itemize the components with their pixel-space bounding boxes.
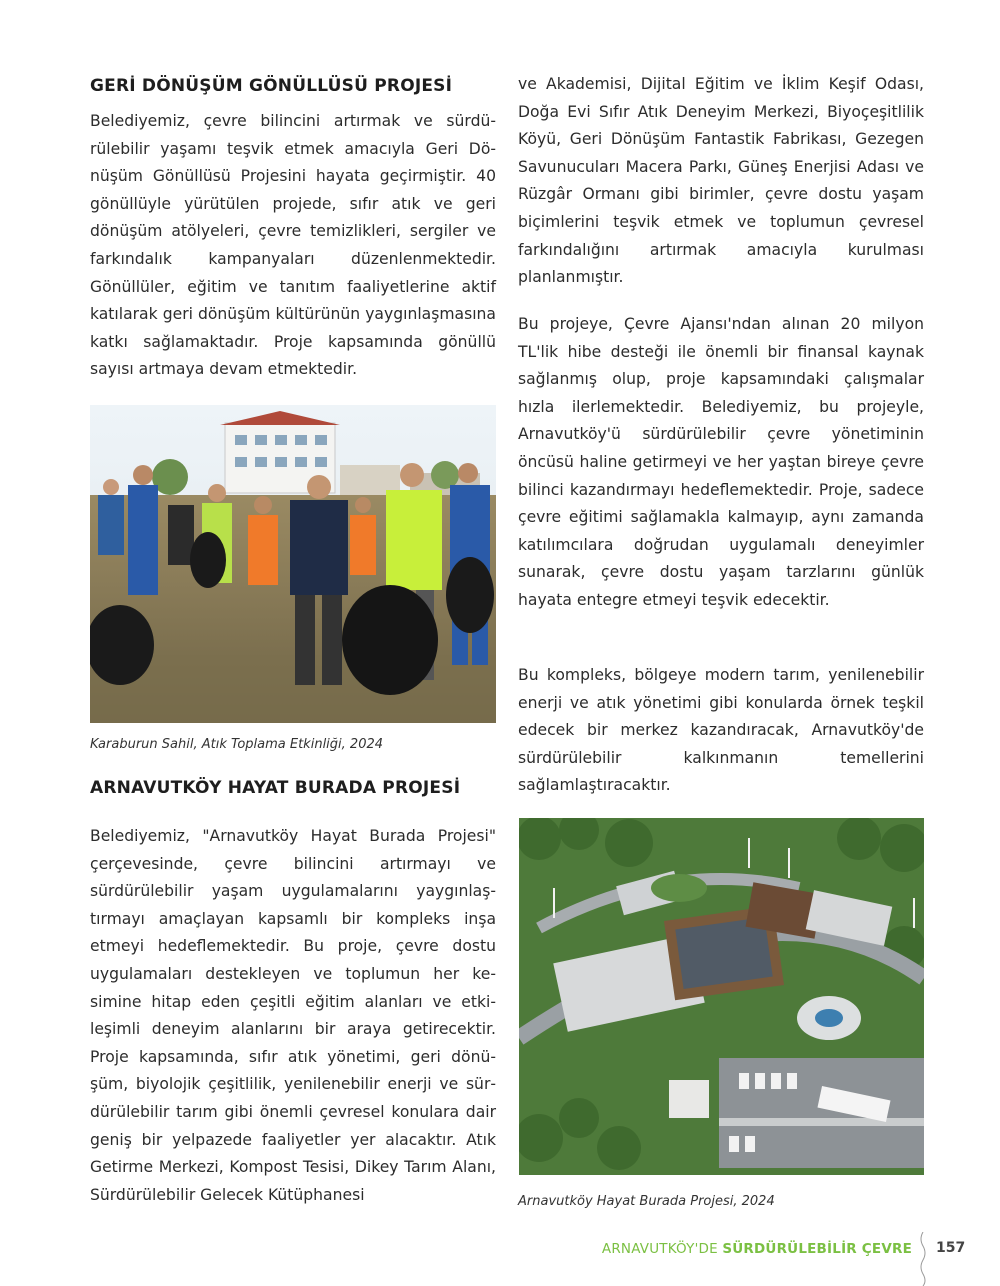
paragraph-grant-funding: Bu projeye, Çevre Ajansı'ndan alınan 20 milyon TL'lik hibe desteği ile önemli bir finansal kaynak sağlanmış olup, proje kapsamındaki çalışmalar hızla ilerlemektedir. Belediyemiz, bu projeyle, Arnavutköy'ü sürdürülebilir çevre yönetiminin öncüsü haline getirmeyi ve her yaştan bireye çevre bilinci kazandırmayı hedeflemektedir. Proje, sadece çevre eğitimi sağlamakla kalmayıp, aynı zamanda katılımcılara doğrudan uygulamalı deneyimler sunarak, çevre dostu yaşam tarzlarını günlük hayata entegre etmeyi teşvik edecektir. — [518, 315, 924, 609]
photo-caption-cleanup: Karaburun Sahil, Atık Toplama Etkinliği, 2024 — [90, 737, 384, 752]
footer-divider-wave — [918, 1232, 928, 1286]
page-number: 157 — [936, 1240, 966, 1256]
section-heading-hayat-burada: ARNAVUTKÖY HAYAT BURADA PROJESİ — [90, 778, 461, 798]
cleanup-photo-illustration — [90, 405, 496, 723]
paragraph-units-continued: ve Akademisi, Dijital Eğitim ve İklim Keşif Odası, Doğa Evi Sıfır Atık Deneyim Merkezi, Biyoçeşitlilik Köyü, Geri Dönüşüm Fantastik Fabrikası, Gezegen Savunucuları Macera Parkı, Güneş Enerjisi Adası ve Rüzgâr Ormanı gibi birimler, çevre dostu yaşam biçimlerini teşvik etmek ve toplumun çevresel farkındalığını artırmak amacıyla kurulması planlanmıştır. — [518, 75, 924, 287]
photo-caption-complex: Arnavutköy Hayat Burada Projesi, 2024 — [518, 1194, 775, 1209]
section-heading-recycling-volunteer: GERİ DÖNÜŞÜM GÖNÜLLÜSÜ PROJESİ — [90, 76, 453, 96]
photo-cleanup-event — [90, 405, 496, 723]
paragraph-hayat-burada: Belediyemiz, "Arnavutköy Hayat Burada Projesi" çerçevesinde, çevre bilincini artırmayı ve sürdürülebilir yaşam uygulamalarını yaygınlaştırmayı amaçlayan kapsamlı bir kompleks inşa etmeyi hedeflemektedir. Bu proje, çevre dostu uygulamaları destekleyen ve toplumun her kesimine hitap eden çeşitli eğitim alanları ve etkileşimli deneyim alanlarını bir araya getirecektir. Proje kapsamında, sıfır atık yönetimi, geri dönüşüm, biyolojik çeşitlilik, yenilenebilir enerji ve sürdürülebilir tarım gibi önemli çevresel konulara dair geniş bir yelpazede faaliyetler yer alacaktır. Atık Getirme Merkezi, Kompost Tesisi, Dikey Tarım Alanı, Sürdürülebilir Gelecek Kütüphanesi — [90, 827, 496, 1204]
aerial-render-illustration — [519, 818, 924, 1175]
footer-section-label — [602, 1241, 912, 1257]
footer-label-arnavutkoy: ARNAVUTKÖY'DE — [601, 1241, 723, 1257]
footer-label-surdurulebilir: SÜRDÜRÜLEBİLİR ÇEVRE — [722, 1241, 912, 1257]
paragraph-complex-impact: Bu kompleks, bölgeye modern tarım, yenilenebilir enerji ve atık yönetimi gibi konularda örnek teşkil edecek bir merkez kazandıracak, Arnavutköy'de sürdürülebilir kalkınmanın temellerini sağlamlaştıracaktır. — [518, 666, 924, 795]
paragraph-recycling-volunteer: Belediyemiz, çevre bilincini artırmak ve sürdürülebilir yaşamı teşvik etmek amacıyla Geri Dönüşüm Gönüllüsü Projesini hayata geçirmiştir. 40 gönüllüyle yürütülen projede, sıfır atık ve geri dönüşüm atölyeleri, çevre temizlikleri, sergiler ve farkındalık kampanyaları düzenlenmektedir. Gönüllüler, eğitim ve tanıtım faaliyetlerine aktif katılarak geri dönüşüm kültürünün yaygınlaşmasına katkı sağlamaktadır. Proje kapsamında gönüllü sayısı artmaya devam etmektedir. — [90, 112, 496, 379]
photo-complex-rendering — [519, 818, 924, 1175]
